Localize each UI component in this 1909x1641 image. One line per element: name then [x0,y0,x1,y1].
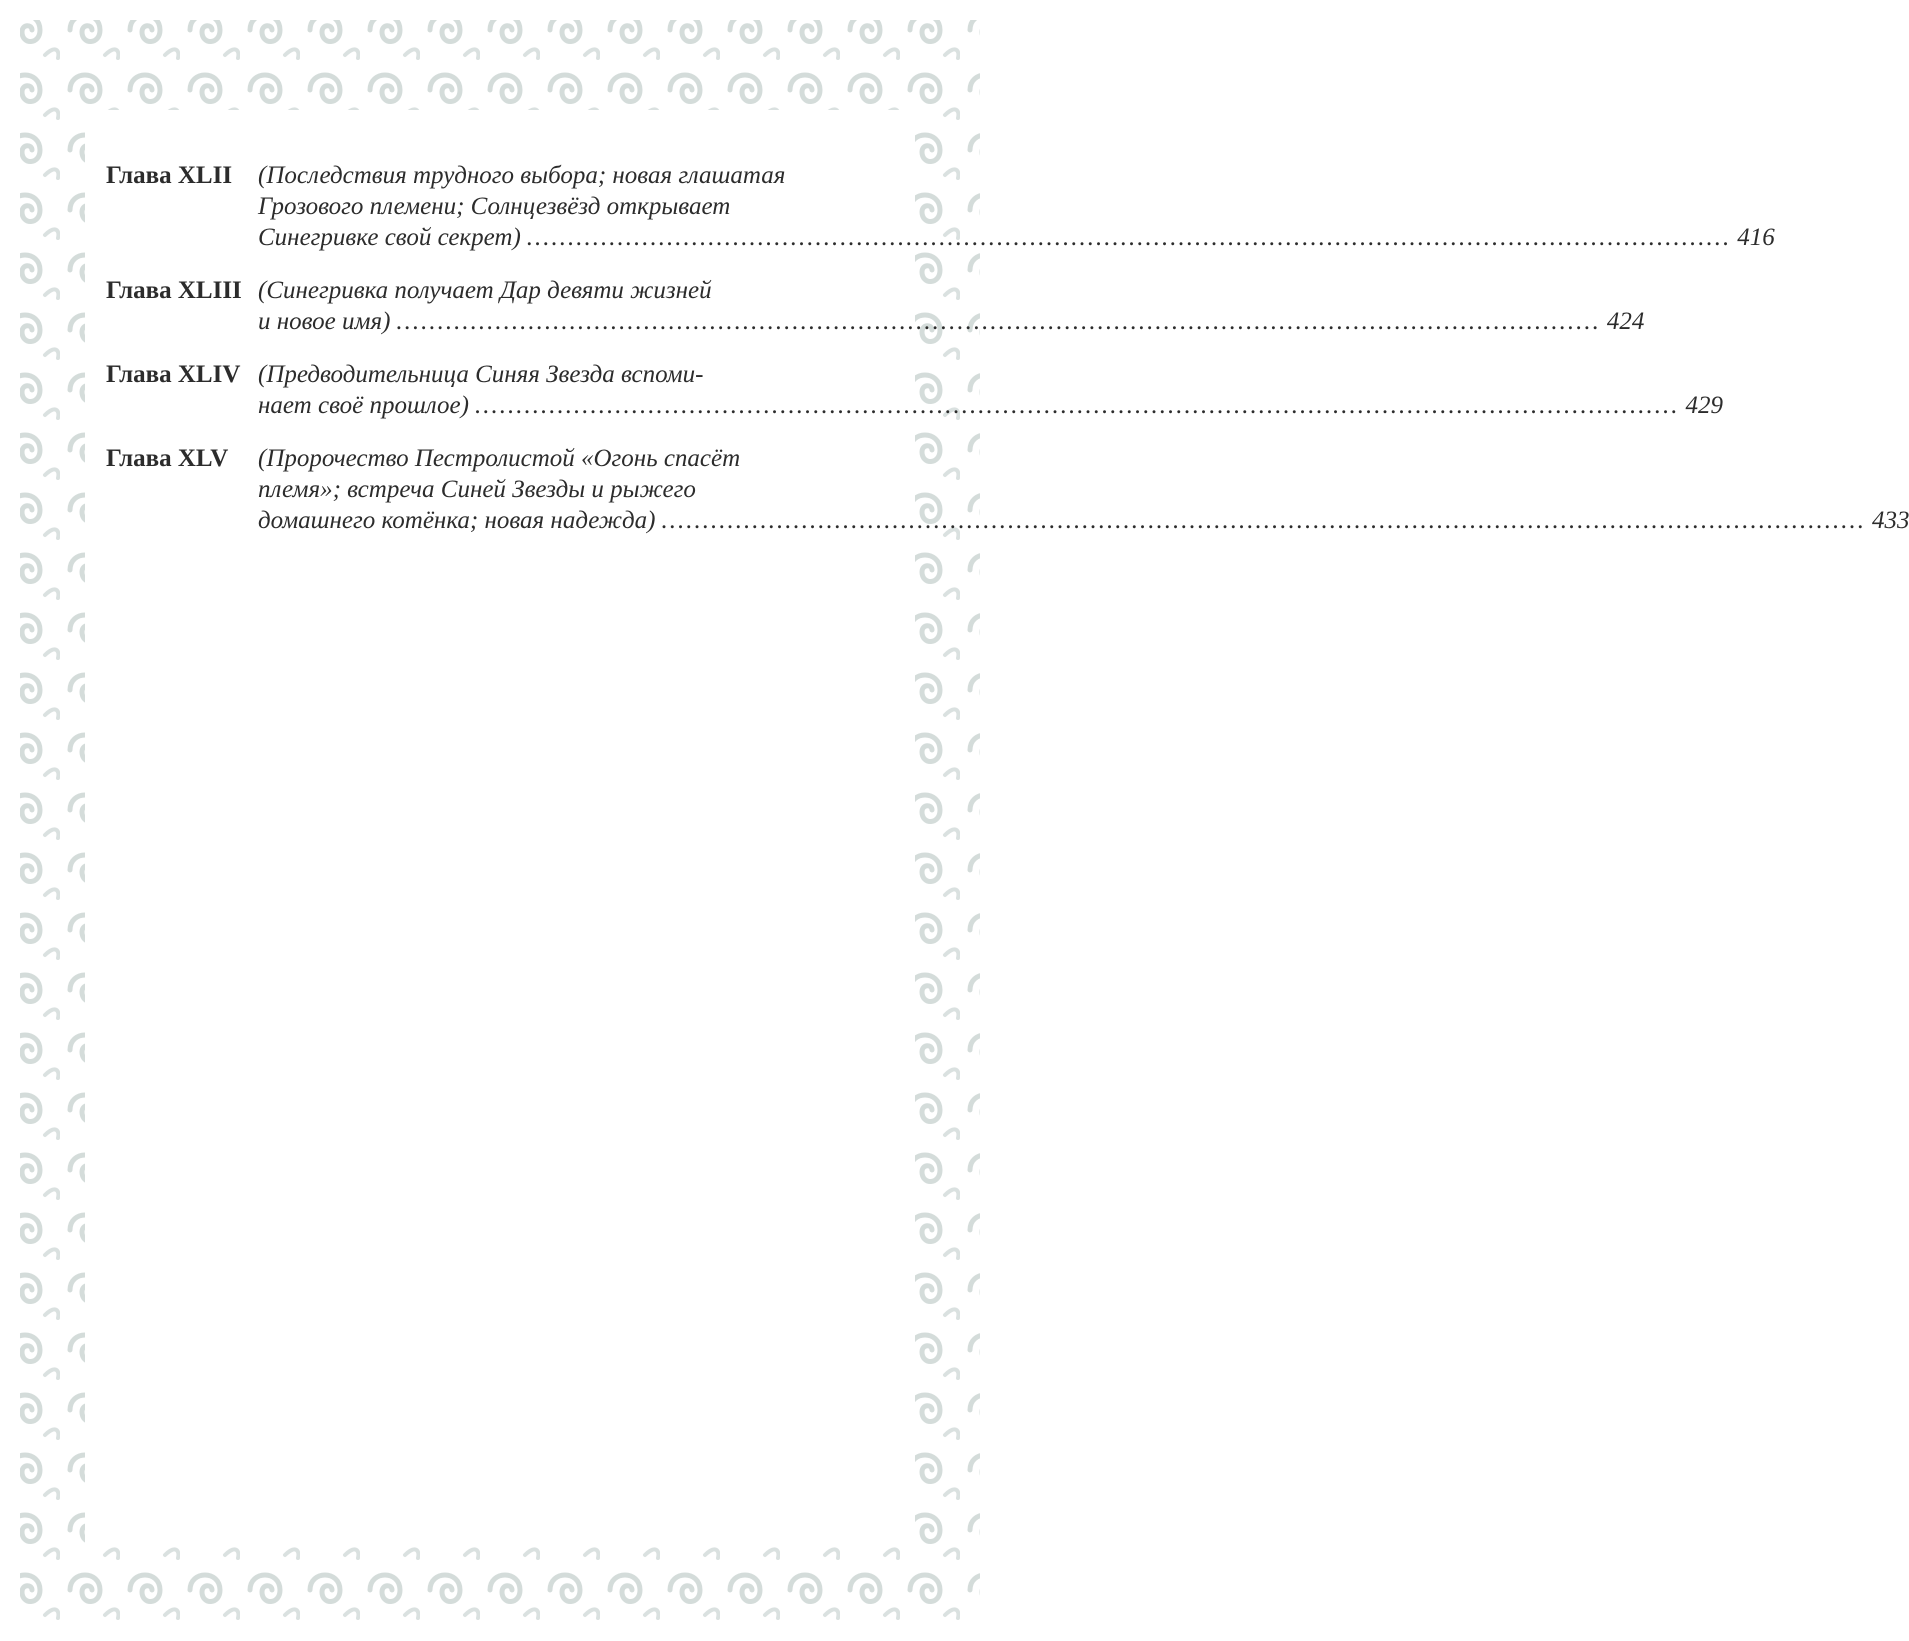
toc-entry [106,160,1775,253]
page-number: 424 [1606,308,1645,335]
description-line: Синегривке свой секрет) [258,224,521,251]
page-number: 433 [1871,507,1909,534]
page-number: 429 [1685,392,1723,419]
chapter-label: Глава XLIV [106,361,241,388]
page-number: 416 [1737,224,1775,251]
chapter-label: Глава XLV [106,445,229,472]
dot-leader [396,306,1601,337]
toc-entry [106,443,1909,536]
chapter-label: Глава XLII [106,162,233,189]
chapter-description [258,359,1723,421]
description-line: (Синегривка получает Дар девяти жизней [258,277,712,304]
description-last-line [258,306,1644,337]
description-last-line [258,390,1723,421]
table-of-contents [106,160,1909,558]
toc-entry [106,359,1723,421]
description-line: Грозового племени; Солнцезвёзд открывает [258,193,731,220]
dot-leader [475,390,1680,421]
description-line: домашнего котёнка; новая надежда) [258,507,656,534]
description-line: и новое имя) [258,308,391,335]
description-line: нает своё прошлое) [258,392,469,419]
chapter-description [258,443,1909,536]
chapter-label: Глава XLIII [106,277,242,304]
description-line: племя»; встреча Синей Звезды и рыжего [258,476,696,503]
dot-leader [527,222,1732,253]
description-line: (Предводительница Синяя Звезда вспоми- [258,361,704,388]
description-last-line [258,222,1775,253]
chapter-description [258,160,1775,253]
dot-leader [661,505,1866,536]
toc-entry [106,275,1645,337]
description-line: (Последствия трудного выбора; новая глашатая [258,162,786,189]
description-last-line [258,505,1909,536]
description-line: (Пророчество Пестролистой «Огонь спасёт [258,445,741,472]
chapter-description [258,275,1644,337]
